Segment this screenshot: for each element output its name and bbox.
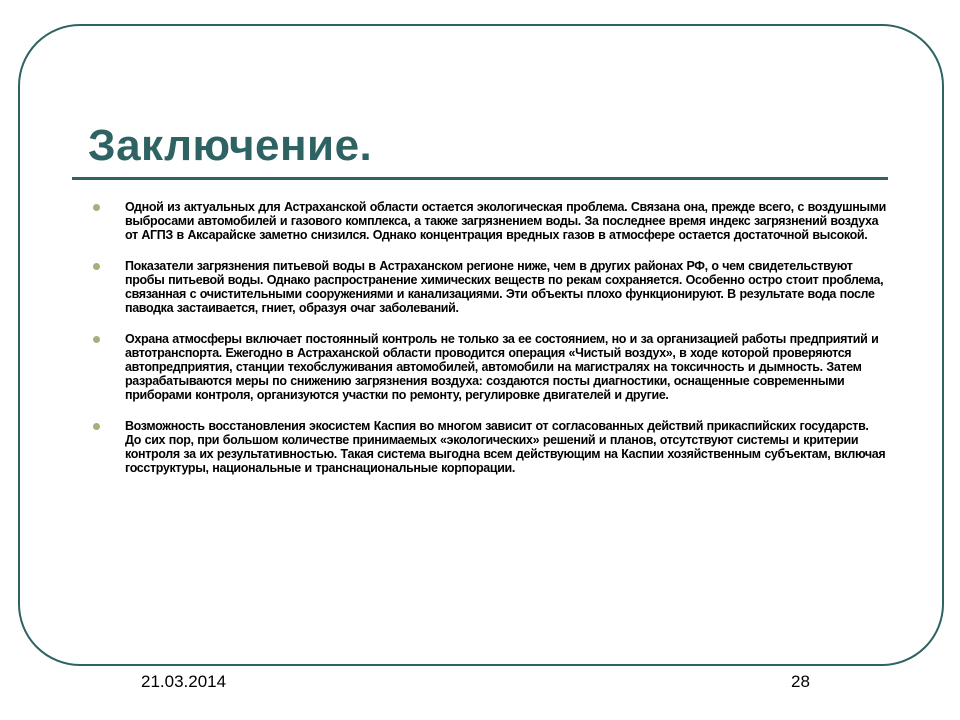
bullet-text: Возможность восстановления экосистем Каспия во многом зависит от согласованных действий прикаспийских государств. До сих пор, при большом количестве принимаемых «экологических» решений и планов, отсутствуют системы и критерии контроля за их результативностью. Такая система выгодна всем действующим на Каспии хозяйственным субъектам, включая госструктуры, национальные и транснациональные корпорации. [125,419,886,475]
bullet-icon [93,336,100,343]
title-underline [72,177,888,180]
bullet-icon [93,263,100,270]
slide-date: 21.03.2014 [141,672,227,691]
bullet-text: Охрана атмосферы включает постоянный контроль не только за ее состоянием, но и за организацией работы предприятий и автотранспорта. Ежегодно в Астраханской области проводится операция «Чистый воздух», в ходе которой проверяются автопредприятия, станции техобслуживания автомобилей, автомобили на магистралях на токсичность и дымность. Затем разрабатываются меры по снижению загрязнения воздуха: создаются посты диагностики, оснащенные современными приборами контроля, организуются участки по ремонту, регулировке двигателей и другие. [125,332,879,402]
bullet-item [92,200,887,242]
bullet-item [92,259,887,315]
bullet-item [92,332,887,402]
bullet-icon [93,423,100,430]
bullet-text: Одной из актуальных для Астраханской области остается экологическая проблема. Связана она, прежде всего, с воздушными выбросами автомобилей и газового комплекса, а также загрязнением воды. За последнее время индекс загрязнений воздуха от АГПЗ в Аксарайске заметно снизился. Однако концентрация вредных газов в атмосфере остается достаточной высокой. [125,200,886,242]
slide-title: Заключение. [88,121,373,170]
bullet-icon [93,204,100,211]
bullet-item [92,419,887,475]
bullet-text: Показатели загрязнения питьевой воды в Астраханском регионе ниже, чем в других районах РФ, о чем свидетельствуют пробы питьевой воды. Однако распространение химических веществ по рекам сохраняется. Особенно остро стоит проблема, связанная с очистительными сооружениями и канализациями. Эти объекты плохо функционируют. В результате вода после паводка застаивается, гниет, образуя очаг заболеваний. [125,259,884,315]
page-number: 28 [791,672,810,691]
bullet-list [92,200,887,492]
